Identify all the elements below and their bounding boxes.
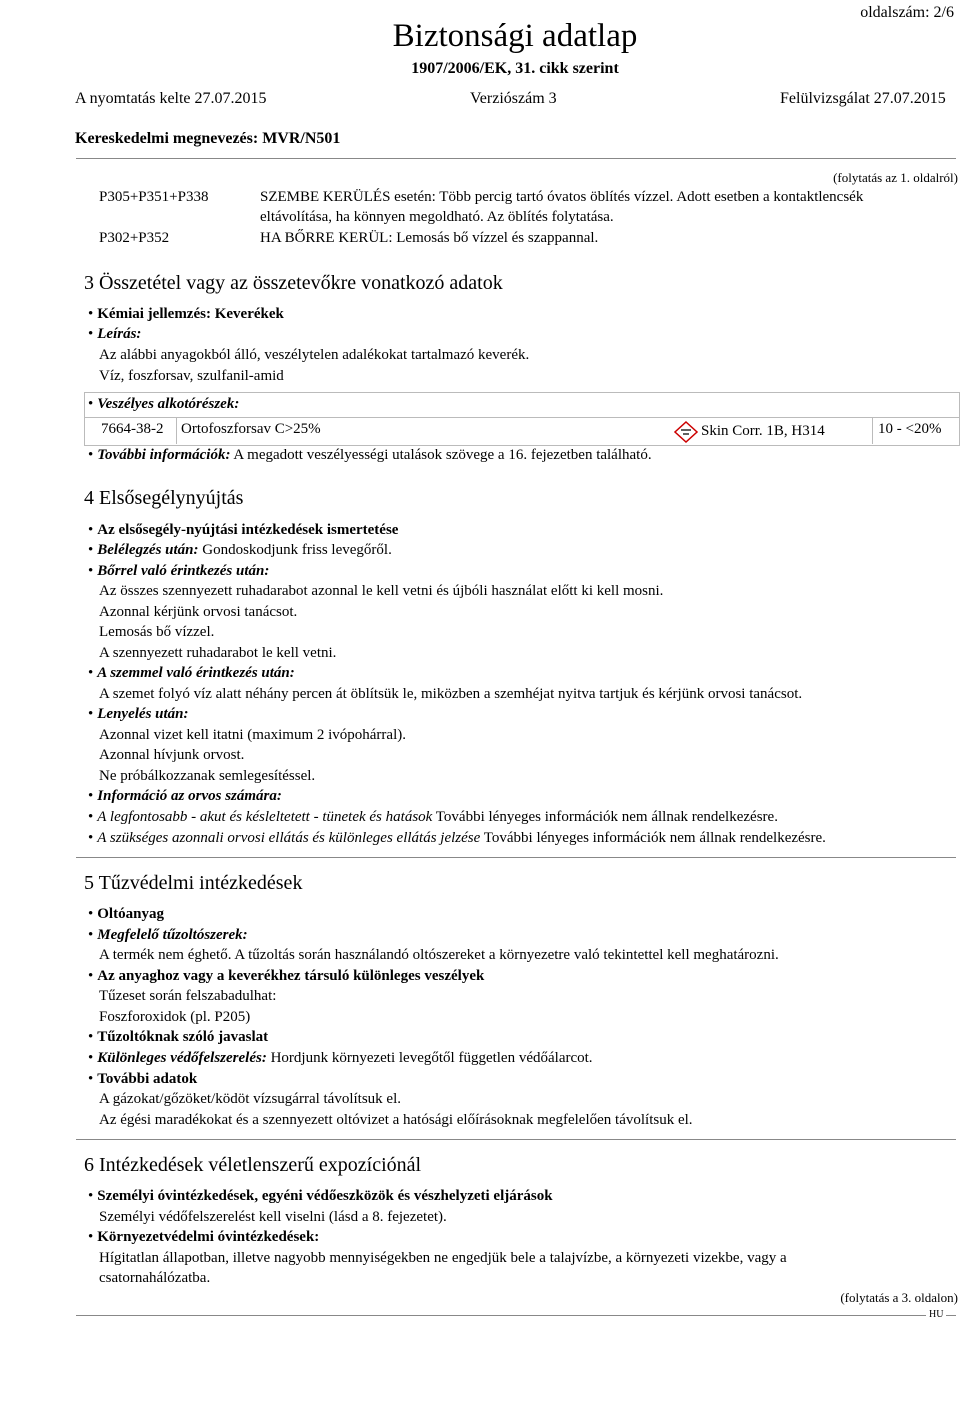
ingestion-text: Azonnal hívjunk orvost. bbox=[99, 747, 245, 763]
inhalation bbox=[88, 542, 392, 559]
ingestion-text: Azonnal vizet kell itatni (maximum 2 ivópohárral). bbox=[99, 727, 406, 743]
symptoms-text: További lényeges információk nem állnak rendelkezésre. bbox=[435, 809, 778, 825]
continued-to: (folytatás a 3. oldalon) bbox=[840, 1290, 958, 1305]
skin-contact-label: • Bőrrel való érintkezés után: bbox=[88, 563, 269, 580]
environmental-precautions-text: Hígitatlan állapotban, illetve nagyobb mennyiségekben ne engedjük bele a talajvízbe, a környezeti vizekbe, vagy a bbox=[99, 1250, 787, 1266]
precaution-code: P302+P352 bbox=[99, 230, 170, 246]
classification: Skin Corr. 1B, H314 bbox=[701, 423, 825, 439]
precaution-text: eltávolítása, ha könnyen megoldható. Az öblítés folytatása. bbox=[260, 209, 614, 225]
eye-contact-text: A szemet folyó víz alatt néhány percen át öblítsük le, miközben a szemhéjat nyitva tartjuk és kérjünk orvosi tanácsot. bbox=[99, 686, 803, 702]
symptoms-info bbox=[88, 809, 778, 826]
table-divider bbox=[872, 417, 873, 444]
ingestion-label: • Lenyelés után: bbox=[88, 706, 189, 723]
header-divider bbox=[76, 158, 956, 159]
firefighter-advice: • Tűzoltóknak szóló javaslat bbox=[88, 1029, 268, 1046]
suitable-media-text: A termék nem éghető. A tűzoltás során használandó oltószereket a környezetre való tekintettel kell meghatározni. bbox=[99, 947, 779, 963]
table-divider bbox=[176, 417, 177, 444]
document-subtitle: 1907/2006/EK, 31. cikk szerint bbox=[411, 60, 619, 77]
extinguishing-media: • Oltóanyag bbox=[88, 906, 164, 923]
component-name: Ortofoszforsav C>25% bbox=[181, 421, 321, 437]
more-info-text: A megadott veszélyességi utalások szövege a 16. fejezetben található. bbox=[233, 447, 652, 463]
cas-number: 7664-38-2 bbox=[101, 421, 164, 437]
skin-contact-text: Azonnal kérjünk orvosi tanácsot. bbox=[99, 604, 298, 620]
treatment-info bbox=[88, 830, 826, 847]
section-heading: 5 Tűzvédelmi intézkedések bbox=[84, 872, 303, 894]
description-label: • Leírás: bbox=[88, 326, 141, 343]
chemical-characterization: • Kémiai jellemzés: Keverékek bbox=[88, 306, 284, 323]
revision-date: Felülvizsgálat 27.07.2015 bbox=[780, 90, 946, 107]
more-info-label: További információk: bbox=[97, 447, 231, 463]
section-divider bbox=[76, 857, 956, 858]
treatment-label: A szükséges azonnali orvosi ellátás és különleges ellátás jelzése bbox=[97, 830, 481, 846]
symptoms-label: A legfontosabb - akut és késleltetett - tünetek és hatások bbox=[97, 809, 433, 825]
print-date: A nyomtatás kelte 27.07.2015 bbox=[75, 90, 267, 107]
more-info bbox=[88, 447, 652, 464]
treatment-text: További lényeges információk nem állnak rendelkezésre. bbox=[483, 830, 826, 846]
first-aid-description: • Az elsősegély-nyújtási intézkedések ismertetése bbox=[88, 522, 398, 539]
skin-contact-text: A szennyezett ruhadarabot le kell vetni. bbox=[99, 645, 337, 661]
section-heading: 4 Elsősegélynyújtás bbox=[84, 487, 244, 509]
eye-contact-label: • A szemmel való érintkezés után: bbox=[88, 665, 295, 682]
version: Verziószám 3 bbox=[470, 90, 557, 107]
protective-equipment-label: Különleges védőfelszerelés: bbox=[97, 1050, 267, 1066]
section-divider bbox=[76, 1139, 956, 1140]
continued-from: (folytatás az 1. oldalról) bbox=[833, 170, 958, 185]
precaution-text: SZEMBE KERÜLÉS esetén: Több percig tartó óvatos öblítés vízzel. Adott esetben a kontaktlencsék bbox=[260, 189, 864, 205]
table-divider bbox=[84, 417, 960, 418]
environmental-precautions: • Környezetvédelmi óvintézkedések: bbox=[88, 1229, 319, 1246]
concentration-range: 10 - <20% bbox=[878, 421, 942, 437]
physician-info-label: • Információ az orvos számára: bbox=[88, 788, 282, 805]
description-text: Víz, foszforsav, szulfanil-amid bbox=[99, 368, 284, 384]
protective-equipment bbox=[88, 1050, 593, 1067]
page-number: oldalszám: 2/6 bbox=[860, 4, 954, 21]
personal-precautions-text: Személyi védőfelszerelést kell viselni (lásd a 8. fejezetet). bbox=[99, 1209, 447, 1225]
section-heading: 3 Összetétel vagy az összetevőkre vonatkozó adatok bbox=[84, 272, 503, 294]
hazardous-components-label: • Veszélyes alkotórészek: bbox=[88, 396, 239, 413]
special-hazards: • Az anyaghoz vagy a keverékhez társuló különleges veszélyek bbox=[88, 968, 484, 985]
document-title: Biztonsági adatlap bbox=[392, 18, 638, 54]
special-hazards-text: Tűzeset során felszabadulhat: bbox=[99, 988, 277, 1004]
footer-divider bbox=[76, 1315, 956, 1316]
special-hazards-text: Foszforoxidok (pl. P205) bbox=[99, 1009, 251, 1025]
environmental-precautions-text: csatornahálózatba. bbox=[99, 1270, 211, 1286]
additional-info-text: A gázokat/gőzöket/ködöt vízsugárral távolítsuk el. bbox=[99, 1091, 402, 1107]
precaution-text: HA BŐRRE KERÜL: Lemosás bő vízzel és szappannal. bbox=[260, 230, 599, 246]
skin-contact-text: Az összes szennyezett ruhadarabot azonnal le kell vetni és újbóli használat előtt ki kell mosni. bbox=[99, 583, 664, 599]
country-code: HU bbox=[926, 1309, 946, 1320]
protective-equipment-text: Hordjunk környezeti levegőtől független védőálarcot. bbox=[270, 1050, 593, 1066]
skin-contact-text: Lemosás bő vízzel. bbox=[99, 624, 215, 640]
precaution-code: P305+P351+P338 bbox=[99, 189, 209, 205]
additional-info-text: Az égési maradékokat és a szennyezett oltóvizet a hatósági előírásoknak megfelelően távolítsuk el. bbox=[99, 1112, 693, 1128]
corrosion-icon bbox=[674, 421, 698, 448]
personal-precautions: • Személyi óvintézkedések, egyéni védőeszközök és vészhelyzeti eljárások bbox=[88, 1188, 553, 1205]
section-heading: 6 Intézkedések véletlenszerű expozíciónál bbox=[84, 1154, 422, 1176]
description-text: Az alábbi anyagokból álló, veszélytelen adalékokat tartalmazó keverék. bbox=[99, 347, 530, 363]
inhalation-label: Belélegzés után: bbox=[97, 542, 199, 558]
ingestion-text: Ne próbálkozzanak semlegesítéssel. bbox=[99, 768, 316, 784]
trade-name: Kereskedelmi megnevezés: MVR/N501 bbox=[75, 130, 341, 147]
additional-info: • További adatok bbox=[88, 1071, 197, 1088]
suitable-media-label: • Megfelelő tűzoltószerek: bbox=[88, 927, 248, 944]
inhalation-text: Gondoskodjunk friss levegőről. bbox=[202, 542, 392, 558]
